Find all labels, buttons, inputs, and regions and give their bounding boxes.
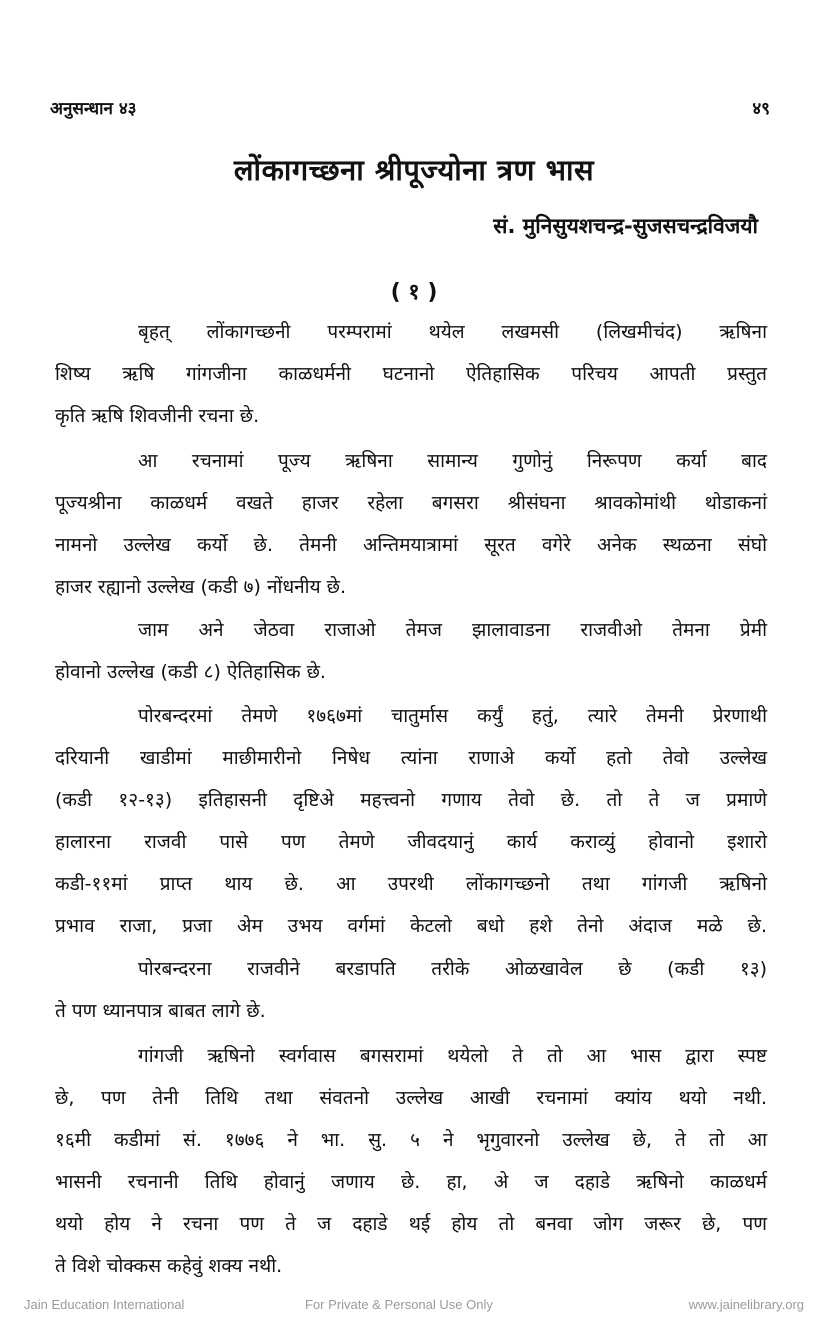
article-editors: सं. मुनिसुयशचन्द्र-सुजसचन्द्रविजयौ [493, 214, 758, 238]
paragraph-line: १६मी कडीमां सं. १७७६ ने भा. सु. ५ ने भृगुवारनो उल्लेख छे, ते तो आ [55, 1129, 767, 1151]
paragraph-line: भासनी रचनानी तिथि होवानुं जणाय छे. हा, अे ज दहाडे ऋषिनो काळधर्म [55, 1171, 767, 1193]
paragraph-line: पूज्यश्रीना काळधर्म वखते हाजर रहेला बगसरा श्रीसंघना श्रावकोमांथी थोडाकनां [55, 492, 767, 514]
paragraph-line: पोरबन्दरना राजवीने बरडापति तरीके ओळखावेल छे (कडी १३) [138, 958, 767, 980]
footer-website-link[interactable]: www.jainelibrary.org [688, 1297, 804, 1312]
section-number: ( १ ) [390, 280, 438, 305]
paragraph-line: कडी-११मां प्राप्त थाय छे. आ उपरथी लोंकागच्छनो तथा गांगजी ऋषिनो [55, 873, 767, 895]
paragraph-line: होवानो उल्लेख (कडी ८) ऐतिहासिक छे. [55, 661, 326, 683]
paragraph-line: (कडी १२-१३) इतिहासनी दृष्टिअे महत्त्वनो गणाय तेवो छे. तो ते ज प्रमाणे [55, 789, 767, 811]
paragraph-line: छे, पण तेनी तिथि तथा संवतनो उल्लेख आखी रचनामां क्यांय थयो नथी. [55, 1087, 767, 1109]
paragraph-line: शिष्य ऋषि गांगजीना काळधर्मनी घटनानो ऐतिहासिक परिचय आपती प्रस्तुत [55, 363, 767, 385]
paragraph-line: पोरबन्दरमां तेमणे १७६७मां चातुर्मास कर्युं हतुं, त्यारे तेमनी प्रेरणाथी [138, 705, 767, 727]
paragraph-line: दरियानी खाडीमां माछीमारीनो निषेध त्यांना राणाअे कर्यो हतो तेवो उल्लेख [55, 747, 767, 769]
paragraph-line: थयो होय ने रचना पण ते ज दहाडे थई होय तो बनवा जोग जरूर छे, पण [55, 1213, 767, 1235]
paragraph-line: जाम अने जेठवा राजाओ तेमज झालावाडना राजवीओ तेमना प्रेमी [138, 619, 767, 641]
paragraph-line: ते पण ध्यानपात्र बाबत लागे छे. [55, 1000, 266, 1022]
footer-usage-notice: For Private & Personal Use Only [305, 1297, 493, 1312]
paragraph-line: गांगजी ऋषिनो स्वर्गवास बगसरामां थयेलो ते तो आ भास द्वारा स्पष्ट [138, 1045, 767, 1067]
paragraph-line: नामनो उल्लेख कर्यो छे. तेमनी अन्तिमयात्रामां सूरत वगेरे अनेक स्थळना संघो [55, 534, 767, 556]
paragraph-line: ते विशे चोक्कस कहेवुं शक्य नथी. [55, 1255, 283, 1277]
running-head-journal: अनुसन्धान ४३ [50, 99, 137, 119]
paragraph-line: आ रचनामां पूज्य ऋषिना सामान्य गुणोनुं निरूपण कर्या बाद [138, 450, 767, 472]
paragraph-line: हालारना राजवी पासे पण तेमणे जीवदयानुं कार्य कराव्युं होवानो इशारो [55, 831, 767, 853]
paragraph-line: प्रभाव राजा, प्रजा अेम उभय वर्गमां केटलो बधो हशे तेनो अंदाज मळे छे. [55, 915, 767, 937]
page-number: ४९ [752, 99, 770, 119]
paragraph-line: कृति ऋषि शिवजीनी रचना छे. [55, 405, 260, 427]
footer-publisher: Jain Education International [24, 1297, 185, 1312]
paragraph-line: हाजर रह्यानो उल्लेख (कडी ७) नोंधनीय छे. [55, 576, 347, 598]
paragraph-line: बृहत् लोंकागच्छनी परम्परामां थयेल लखमसी (लिखमीचंद) ऋषिना [138, 321, 767, 343]
article-title: लोंकागच्छना श्रीपूज्योना त्रण भास [233, 153, 595, 187]
